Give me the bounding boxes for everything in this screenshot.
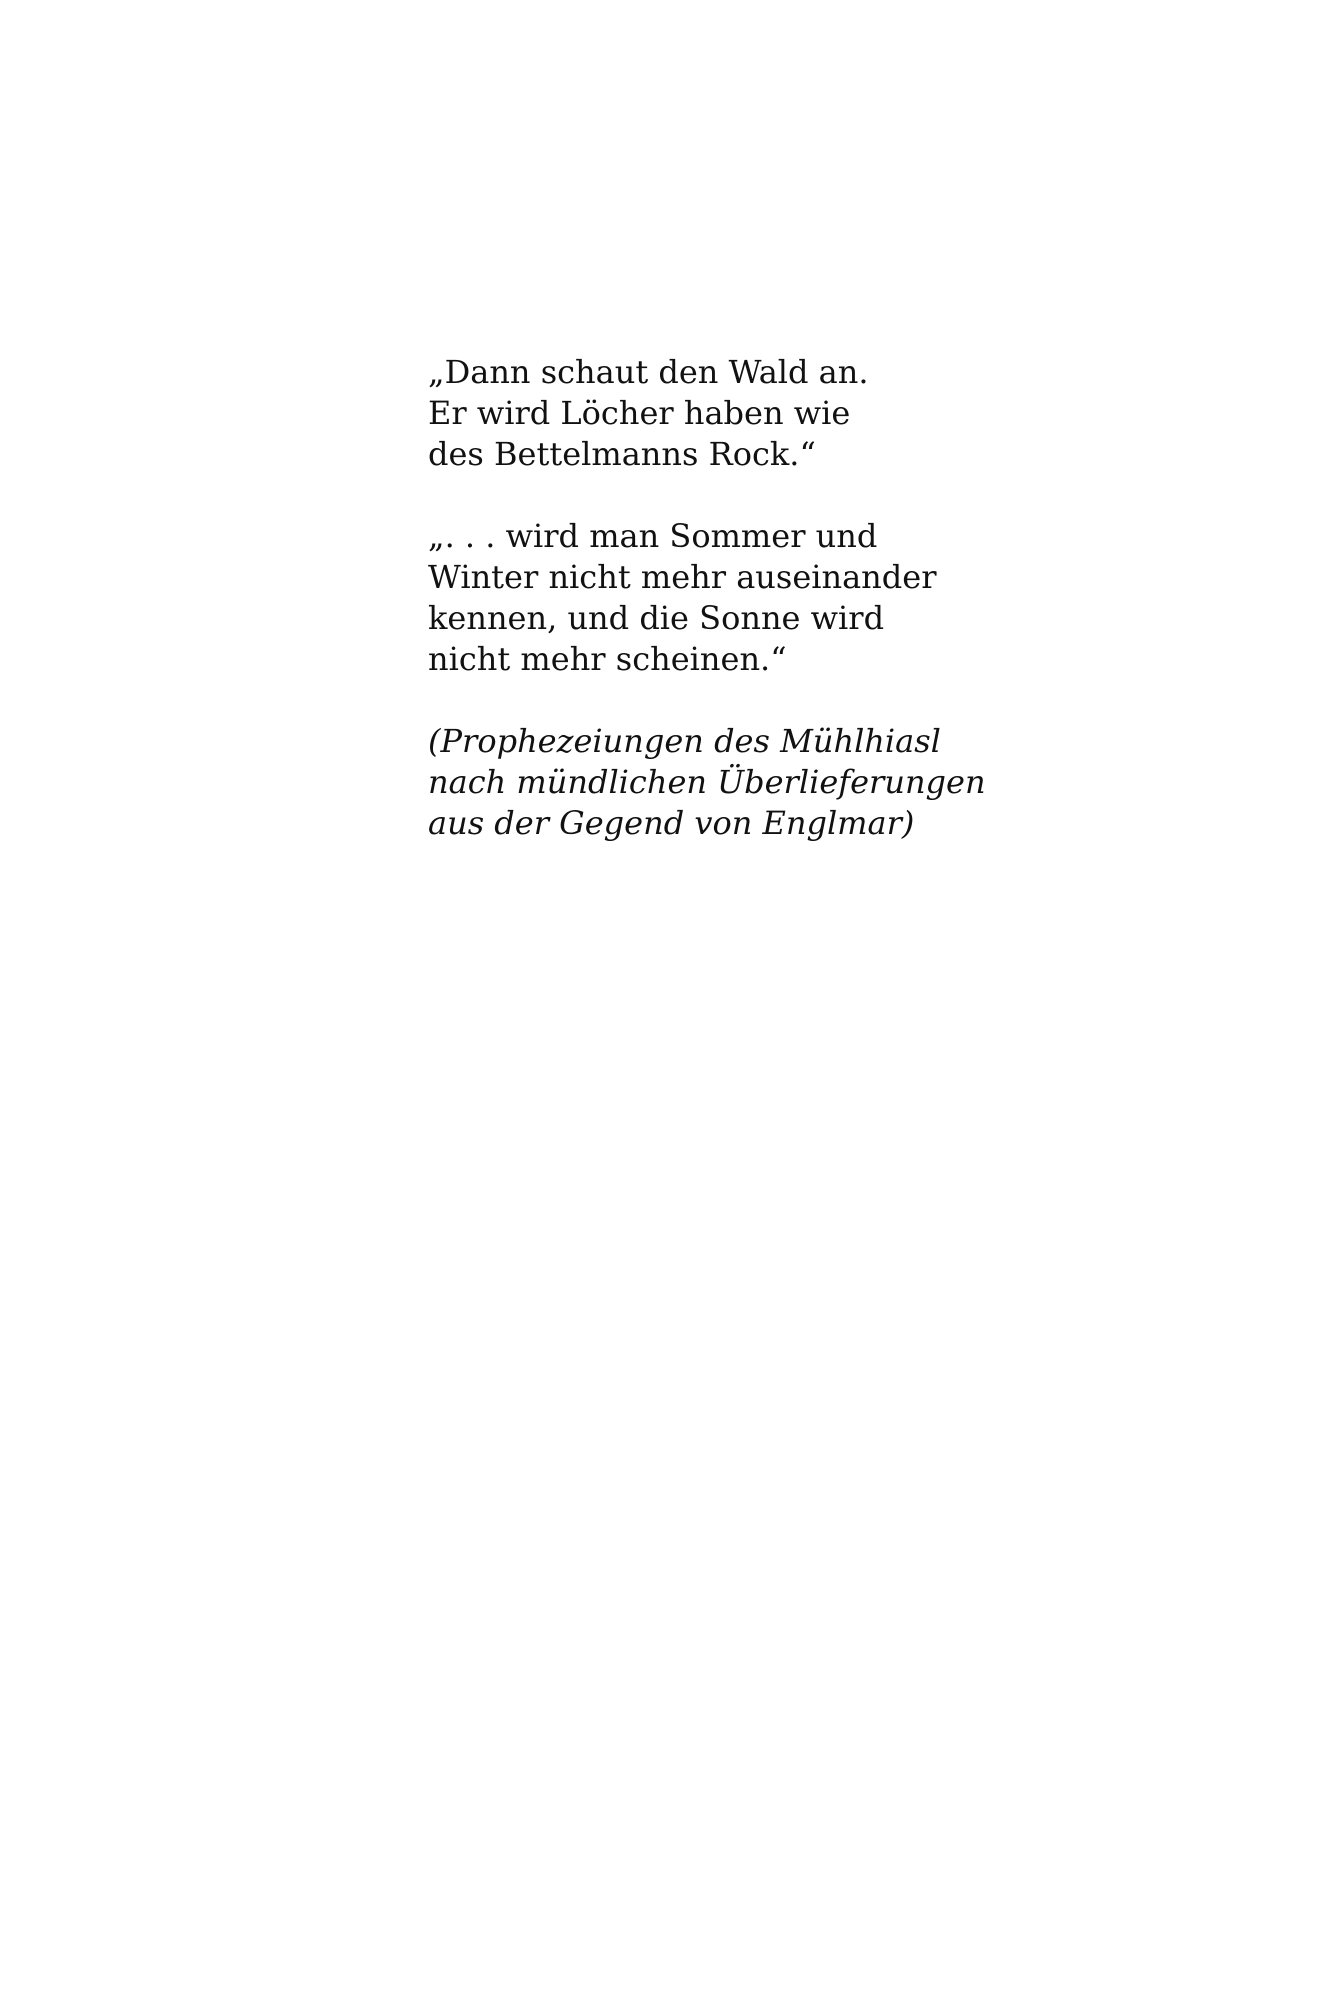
quote-forest (428, 352, 1048, 475)
quote-line: „. . . wird man Sommer und (428, 517, 878, 555)
quote-line: des Bettelmanns Rock.“ (428, 435, 816, 473)
quote-line: Winter nicht mehr auseinander (428, 558, 937, 596)
attribution-line: nach mündlichen Überlieferungen (428, 763, 986, 801)
quote-line: Er wird Löcher haben wie (428, 394, 851, 432)
attribution (428, 721, 1048, 844)
attribution-line: (Prophezeiungen des Mühlhiasl (428, 722, 941, 760)
quote-line: kennen, und die Sonne wird (428, 599, 885, 637)
quote-seasons (428, 516, 1048, 680)
quote-line: nicht mehr scheinen.“ (428, 640, 787, 678)
epigraph (428, 352, 1048, 885)
quote-line: „Dann schaut den Wald an. (428, 353, 869, 391)
attribution-line: aus der Gegend von Englmar) (428, 804, 915, 842)
